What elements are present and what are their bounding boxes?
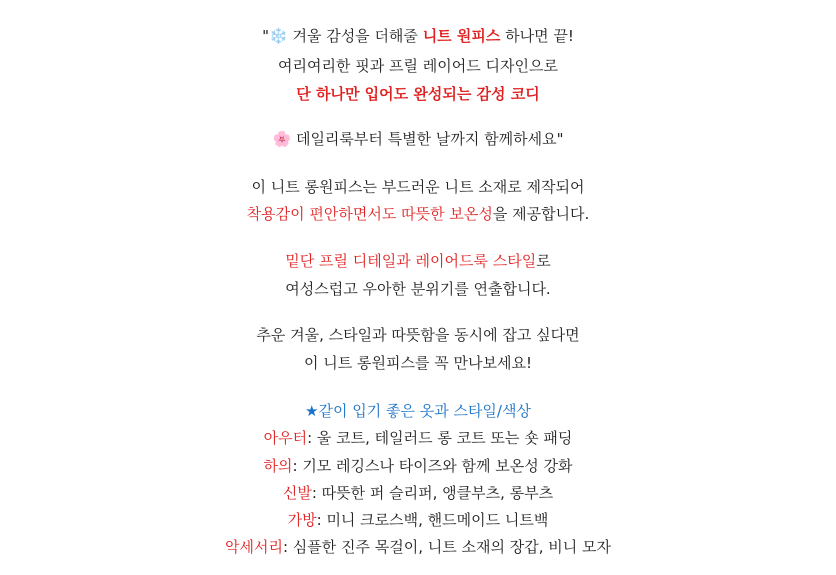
intro-line-4 <box>0 128 836 150</box>
para2-line-2: 여성스럽고 우아한 분위기를 연출합니다. <box>285 280 551 298</box>
para2-line-1 <box>0 250 836 272</box>
styling-item-label: 아우터 <box>263 429 308 447</box>
styling-item-bag <box>0 509 836 531</box>
styling-item-sep: : <box>282 538 293 556</box>
intro-line-3: 단 하나만 입어도 완성되는 감성 코디 <box>296 85 540 103</box>
intro-line-1-pre: 겨울 감성을 더해줄 <box>287 27 423 45</box>
styling-item-sep: : <box>292 457 303 475</box>
para1-line-2 <box>0 203 836 225</box>
intro-line-1 <box>0 25 836 47</box>
styling-item-label: 악세서리 <box>224 538 283 556</box>
styling-item-text: 따뜻한 퍼 슬리퍼, 앵클부츠, 롱부츠 <box>321 484 554 502</box>
styling-item-label: 하의 <box>263 457 293 475</box>
styling-item-bottoms <box>0 455 836 477</box>
styling-item-sep: : <box>311 484 322 502</box>
intro-line-2: 여리여리한 핏과 프릴 레이어드 디자인으로 <box>278 57 558 75</box>
styling-item-label: 신발 <box>282 484 312 502</box>
styling-item-shoes <box>0 482 836 504</box>
para1-line-1: 이 니트 롱원피스는 부드러운 니트 소재로 제작되어 <box>251 178 585 196</box>
para1-line-2-post: 을 제공합니다. <box>492 205 590 223</box>
styling-item-text: 심플한 진주 목걸이, 니트 소재의 장갑, 비니 모자 <box>292 538 612 556</box>
para1-highlight: 착용감이 편안하면서도 따뜻한 보온성 <box>246 205 493 223</box>
para3-line-1: 추운 겨울, 스타일과 따뜻함을 동시에 잡고 싶다면 <box>256 326 580 344</box>
styling-item-label: 가방 <box>287 511 317 529</box>
styling-item-sep: : <box>316 511 327 529</box>
para3-line-2: 이 니트 롱원피스를 꼭 만나보세요! <box>304 354 532 372</box>
intro-highlight: 니트 원피스 <box>422 27 501 45</box>
styling-item-sep: : <box>307 429 317 447</box>
styling-item-text: 미니 크로스백, 핸드메이드 니트백 <box>326 511 549 529</box>
styling-item-accessories <box>0 536 836 558</box>
intro-line-1-post: 하나면 끝! <box>500 27 574 45</box>
flower-icon: 🌸 <box>272 130 292 148</box>
para2-highlight: 밑단 프릴 디테일과 레이어드룩 스타일 <box>285 252 537 270</box>
styling-item-text: 기모 레깅스나 타이즈와 함께 보온성 강화 <box>302 457 573 475</box>
para2-line-1-post: 로 <box>536 252 551 270</box>
intro-line-4-text: 데일리룩부터 특별한 날까지 함께하세요" <box>291 130 564 148</box>
styling-heading: ★같이 입기 좋은 옷과 스타일/색상 <box>305 402 531 420</box>
quote-mark: " <box>262 27 269 45</box>
styling-item-text: 울 코트, 테일러드 롱 코트 또는 숏 패딩 <box>316 429 573 447</box>
styling-item-outer <box>0 427 836 449</box>
snowflake-icon: ❄️ <box>269 27 288 45</box>
